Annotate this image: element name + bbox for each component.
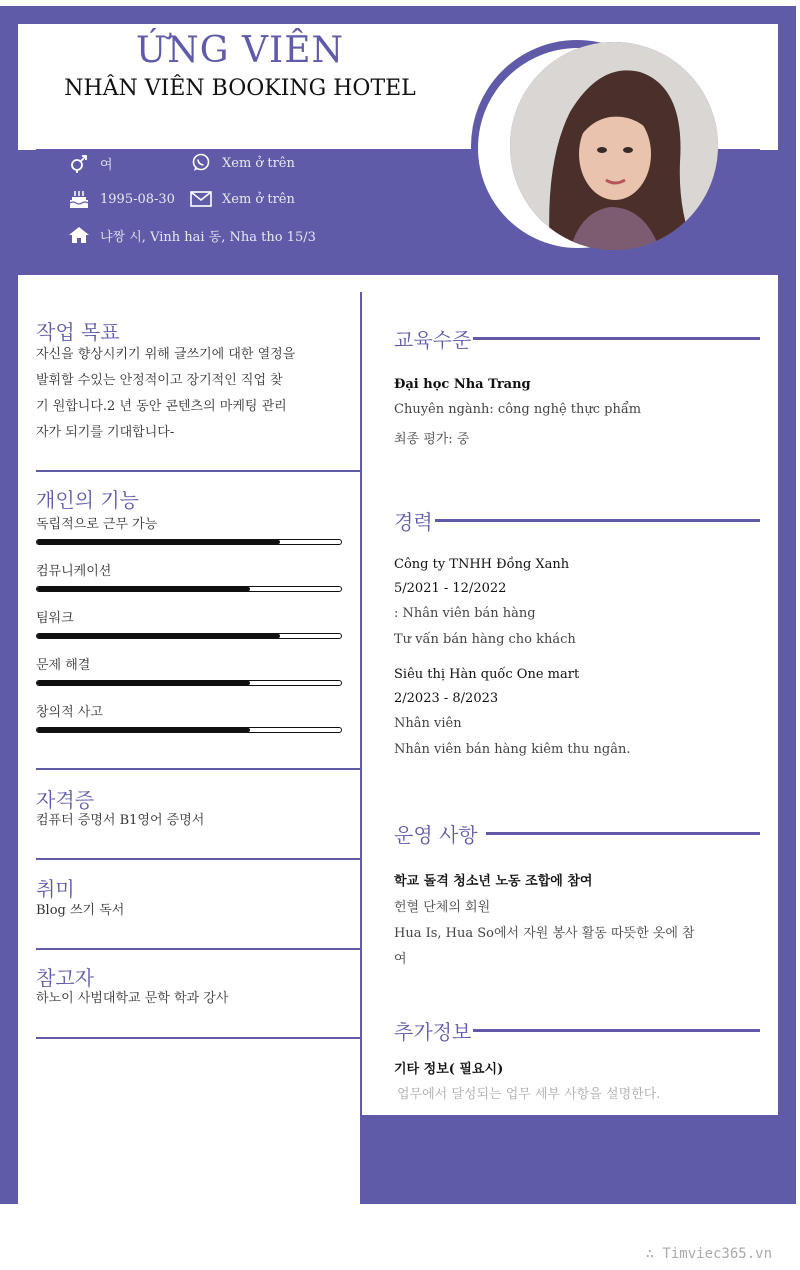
- contact-address: [68, 224, 316, 246]
- extra-info-heading: [394, 1016, 760, 1045]
- job-role: Nhân viên: [394, 716, 462, 731]
- address-value: 냐짱 시, Vinh hai 동, Nha tho 15/3: [100, 229, 316, 245]
- skills-heading: 개인의 기능: [36, 488, 139, 512]
- birthday-cake-icon: [68, 188, 90, 210]
- contact-birthdate: [68, 188, 175, 210]
- references-heading: 참고자: [36, 966, 94, 990]
- extra-info-title: 추가정보: [394, 1020, 472, 1044]
- hobbies-heading: 취미: [36, 877, 75, 901]
- certificates-heading: 자격증: [36, 788, 94, 812]
- section-divider: [36, 470, 361, 472]
- job-company: Siêu thị Hàn quốc One mart: [394, 667, 580, 682]
- job-role: : Nhân viên bán hàng: [394, 606, 536, 621]
- activity-heading: 학교 돌격 청소년 노동 조합에 참여: [394, 874, 593, 889]
- contact-phone: [190, 152, 295, 174]
- whatsapp-icon: [190, 152, 212, 174]
- skill-label: 팀워크: [36, 611, 74, 626]
- home-icon: [68, 224, 90, 246]
- experience-title: 경력: [394, 510, 433, 534]
- skill-bar: [36, 539, 342, 545]
- school-name: Đại học Nha Trang: [394, 377, 531, 392]
- column-divider: [360, 292, 362, 1204]
- left-column-extension: [18, 1115, 361, 1204]
- section-divider: [36, 768, 361, 770]
- envelope-icon: [190, 188, 212, 210]
- job-description: Nhân viên bán hàng kiêm thu ngân.: [394, 742, 631, 757]
- job-description: Tư vấn bán hàng cho khách: [394, 632, 576, 647]
- skill-bar: [36, 586, 342, 592]
- contact-email: [190, 188, 295, 210]
- objective-line-3: 기 원합니다.2 년 동안 콘텐츠의 마케팅 관리: [36, 399, 287, 414]
- footer-brand: ∴ Timviec365.vn: [645, 1246, 772, 1262]
- skill-bar: [36, 727, 342, 733]
- skill-label: 창의적 사고: [36, 705, 103, 720]
- activity-line: Hua Is, Hua So에서 자원 봉사 활동 따뜻한 옷에 참: [394, 926, 695, 941]
- section-divider: [36, 1037, 361, 1039]
- skill-label: 컴뮤니케이션: [36, 564, 112, 579]
- heading-rule: [473, 1029, 760, 1032]
- activities-heading: [394, 819, 760, 848]
- job-company: Công ty TNHH Đồng Xanh: [394, 557, 570, 572]
- extra-info-text: 업무에서 달성되는 업무 세부 사항을 설명한다.: [397, 1087, 661, 1102]
- references-text: 하노이 사범대학교 문학 학과 강사: [36, 991, 229, 1006]
- final-grade: 최종 평가: 중: [394, 432, 470, 447]
- heading-rule: [435, 519, 760, 522]
- activity-line: 헌혈 단체의 회원: [394, 900, 491, 915]
- gender-icon: [68, 152, 90, 174]
- education-heading: [394, 324, 760, 353]
- major: Chuyên ngành: công nghệ thực phẩm: [394, 402, 642, 417]
- phone-value: Xem ở trên: [222, 155, 295, 171]
- section-divider: [36, 948, 361, 950]
- job-period: 5/2021 - 12/2022: [394, 581, 507, 596]
- heading-rule: [473, 337, 760, 340]
- certificates-text: 컴퓨터 증명서 B1영어 증명서: [36, 813, 205, 828]
- objective-line-1: 자신을 향상시키기 위해 글쓰기에 대한 열정을: [36, 347, 296, 362]
- job-title: NHÂN VIÊN BOOKING HOTEL: [64, 76, 416, 101]
- objective-line-2: 발휘할 수있는 안정적이고 장기적인 직업 찾: [36, 373, 283, 388]
- skill-bar: [36, 680, 342, 686]
- objective-heading: 작업 목표: [36, 320, 120, 344]
- skill-bar: [36, 633, 342, 639]
- birthdate-value: 1995-08-30: [100, 191, 175, 207]
- section-divider: [36, 858, 361, 860]
- activities-title: 운영 사항: [394, 823, 478, 847]
- email-value: Xem ở trên: [222, 191, 295, 207]
- heading-rule: [486, 832, 760, 835]
- contact-gender: [68, 152, 113, 174]
- activity-line: 여: [394, 952, 407, 967]
- job-period: 2/2023 - 8/2023: [394, 691, 499, 706]
- hobbies-text: Blog 쓰기 독서: [36, 903, 125, 918]
- skill-label: 독립적으로 근무 가능: [36, 517, 158, 532]
- experience-heading: [394, 506, 760, 535]
- objective-line-4: 자가 되기를 기대합니다-: [36, 425, 175, 440]
- extra-info-subheading: 기타 정보( 필요시): [394, 1062, 504, 1077]
- skill-label: 문제 해결: [36, 658, 91, 673]
- gender-value: 여: [100, 157, 113, 173]
- profile-photo: [510, 42, 718, 250]
- resume-title: ỨNG VIÊN: [135, 30, 345, 71]
- education-title: 교육수준: [394, 328, 472, 352]
